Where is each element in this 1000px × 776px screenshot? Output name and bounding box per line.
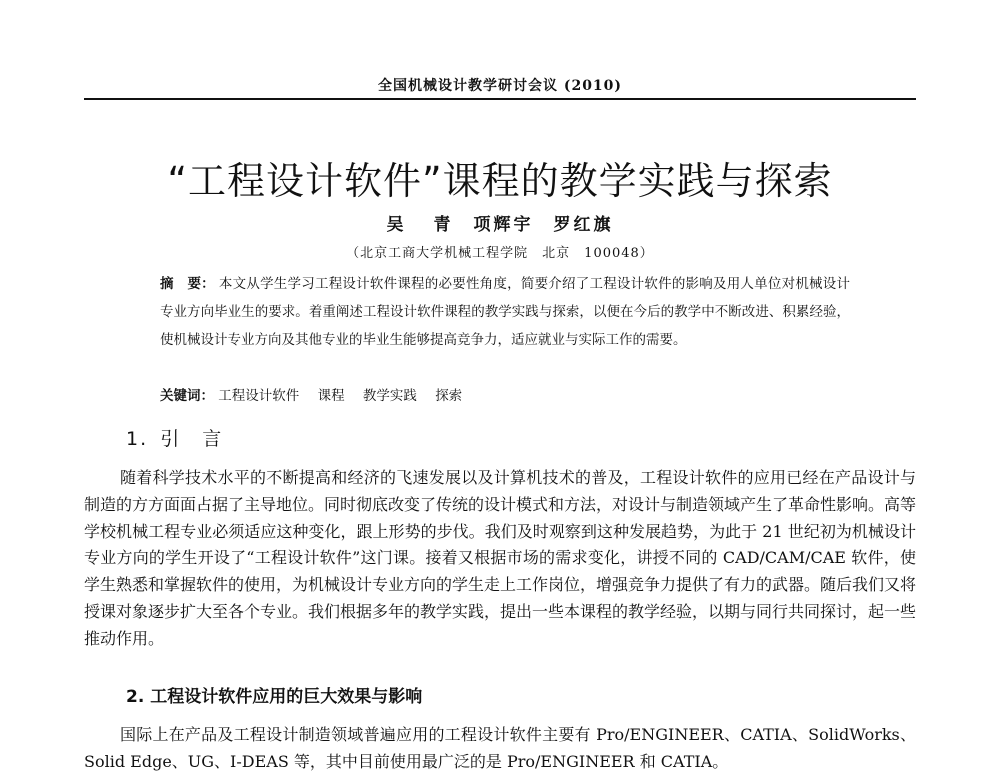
paper-title: “工程设计软件”课程的教学实践与探索 [167, 159, 833, 203]
keywords-label: 关键词： [160, 388, 214, 404]
authors: 吴 青 项辉宇 罗红旗 [386, 215, 614, 235]
running-head: 全国机械设计教学研讨会议 (2010) [377, 78, 623, 94]
abstract [160, 270, 850, 354]
paragraph-section2: 国际上在产品及工程设计制造领域普遍应用的工程设计软件主要有 Pro/ENGINEER、CATIA、SolidWorks、Solid Edge、UG、I-DEAS 等，其中目前使用最广泛的是 Pro/ENGINEER 和 CATIA。 [84, 725, 916, 771]
keyword: 课程 [317, 388, 345, 404]
section-title: 工程设计软件应用的巨大效果与影响 [150, 687, 423, 707]
header-rule [84, 98, 916, 100]
abstract-text: 本文从学生学习工程设计软件课程的必要性角度，简要介绍了工程设计软件的影响及用人单位对机械设计专业方向毕业生的要求。着重阐述工程设计软件课程的教学实践与探索，以便在今后的教学中不断改进、积累经验，使机械设计专业方向及其他专业的毕业生能够提高竞争力，适应就业与实际工作的需要。 [160, 276, 851, 348]
section-heading-1 [126, 424, 223, 451]
section-number: 2. [126, 687, 145, 707]
keywords [160, 384, 476, 404]
paragraph-intro: 随着科学技术水平的不断提高和经济的飞速发展以及计算机技术的普及，工程设计软件的应用已经在产品设计与制造的方方面面占据了主导地位。同时彻底改变了传统的设计模式和方法，对设计与制造领域产生了革命性影响。高等学校机械工程专业必须适应这种变化，跟上形势的步伐。我们及时观察到这种发展趋势，为此于 21 世纪初为机械设计专业方向的学生开设了“工程设计软件”这门课。接着又根据市场的需求变化，讲授不同的 CAD/CAM/CAE 软件，使学生熟悉和掌握软件的使用，为机械设计专业方向的学生走上工作岗位，增强竞争力提供了有力的武器。随后我们又将授课对象逐步扩大至各个专业。我们根据多年的教学实践，提出一些本课程的教学经验，以期与同行共同探讨，起一些推动作用。 [84, 468, 917, 648]
affiliation: （北京工商大学机械工程学院 北京 100048） [346, 246, 654, 261]
section-heading-2 [126, 682, 422, 707]
section-title: 引 言 [160, 428, 224, 450]
keyword: 探索 [435, 388, 463, 404]
section-number: 1. [126, 428, 149, 450]
keyword: 工程设计软件 [218, 388, 300, 404]
keyword: 教学实践 [362, 388, 417, 404]
abstract-label: 摘 要： [160, 276, 215, 292]
